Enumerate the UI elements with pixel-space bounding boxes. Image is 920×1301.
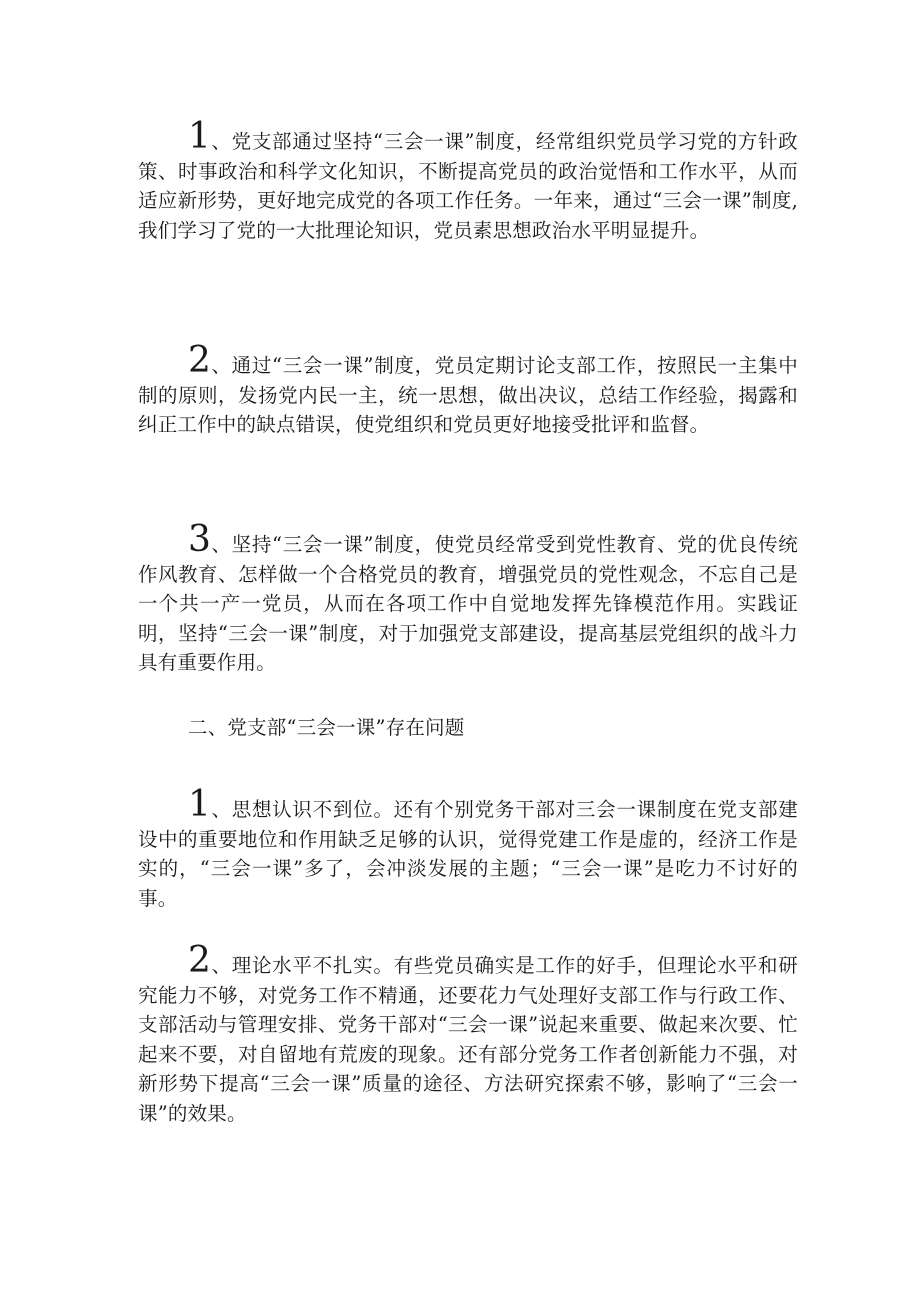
paragraph-number: 1 (188, 116, 211, 157)
paragraph-number: 3 (188, 519, 211, 560)
paragraph-achievement-1 (138, 116, 798, 245)
paragraph-text: 、理论水平不扎实。有些党员确实是工作的好手，但理论水平和研究能力不够，对党务工作不精通，还要花力气处理好支部工作与行政工作、支部活动与管理安排、党务干部对“三会一课”说起来重要、做起来次要、忙起来不要，对自留地有荒废的现象。还有部分党务工作者创新能力不强，对新形势下提高“三会一课”质量的途径、方法研究探索不够，影响了“三会一课”的效果。 (138, 954, 798, 1125)
paragraph-achievement-2 (138, 340, 798, 440)
paragraph-problem-2 (138, 940, 798, 1128)
paragraph-problem-1 (138, 784, 798, 913)
paragraph-achievement-3 (138, 519, 798, 678)
paragraph-text: 、党支部通过坚持“三会一课”制度，经常组织党员学习党的方针政策、时事政治和科学文化知识，不断提高党员的政治觉悟和工作水平，从而适应新形势，更好地完成党的各项工作任务。一年来，通过“三会一课”制度,我们学习了党的一大批理论知识，党员素思想政治水平明显提升。 (138, 130, 798, 242)
paragraph-text: 、思想认识不到位。还有个别党务干部对三会一课制度在党支部建设中的重要地位和作用缺乏足够的认识，觉得党建工作是虚的，经济工作是实的，“三会一课”多了，会冲淡发展的主题；“三会一课”是吃力不讨好的事。 (138, 798, 798, 910)
paragraph-number: 2 (188, 940, 211, 981)
section-heading: 二、党支部“三会一课”存在问题 (188, 716, 465, 739)
paragraph-number: 2 (188, 340, 211, 381)
paragraph-number: 1 (188, 784, 211, 825)
paragraph-text: 、坚持“三会一课”制度，使党员经常受到党性教育、党的优良传统作风教育、怎样做一个合格党员的教育，增强党员的党性观念，不忘自己是一个共一产一党员，从而在各项工作中自觉地发挥先锋模范作用。实践证明，坚持“三会一课”制度，对于加强党支部建设，提高基层党组织的战斗力具有重要作用。 (138, 533, 798, 674)
paragraph-text: 、通过“三会一课”制度，党员定期讨论支部工作，按照民一主集中制的原则，发扬党内民一主，统一思想，做出决议，总结工作经验，揭露和纠正工作中的缺点错误，使党组织和党员更好地接受批评和监督。 (138, 354, 798, 436)
